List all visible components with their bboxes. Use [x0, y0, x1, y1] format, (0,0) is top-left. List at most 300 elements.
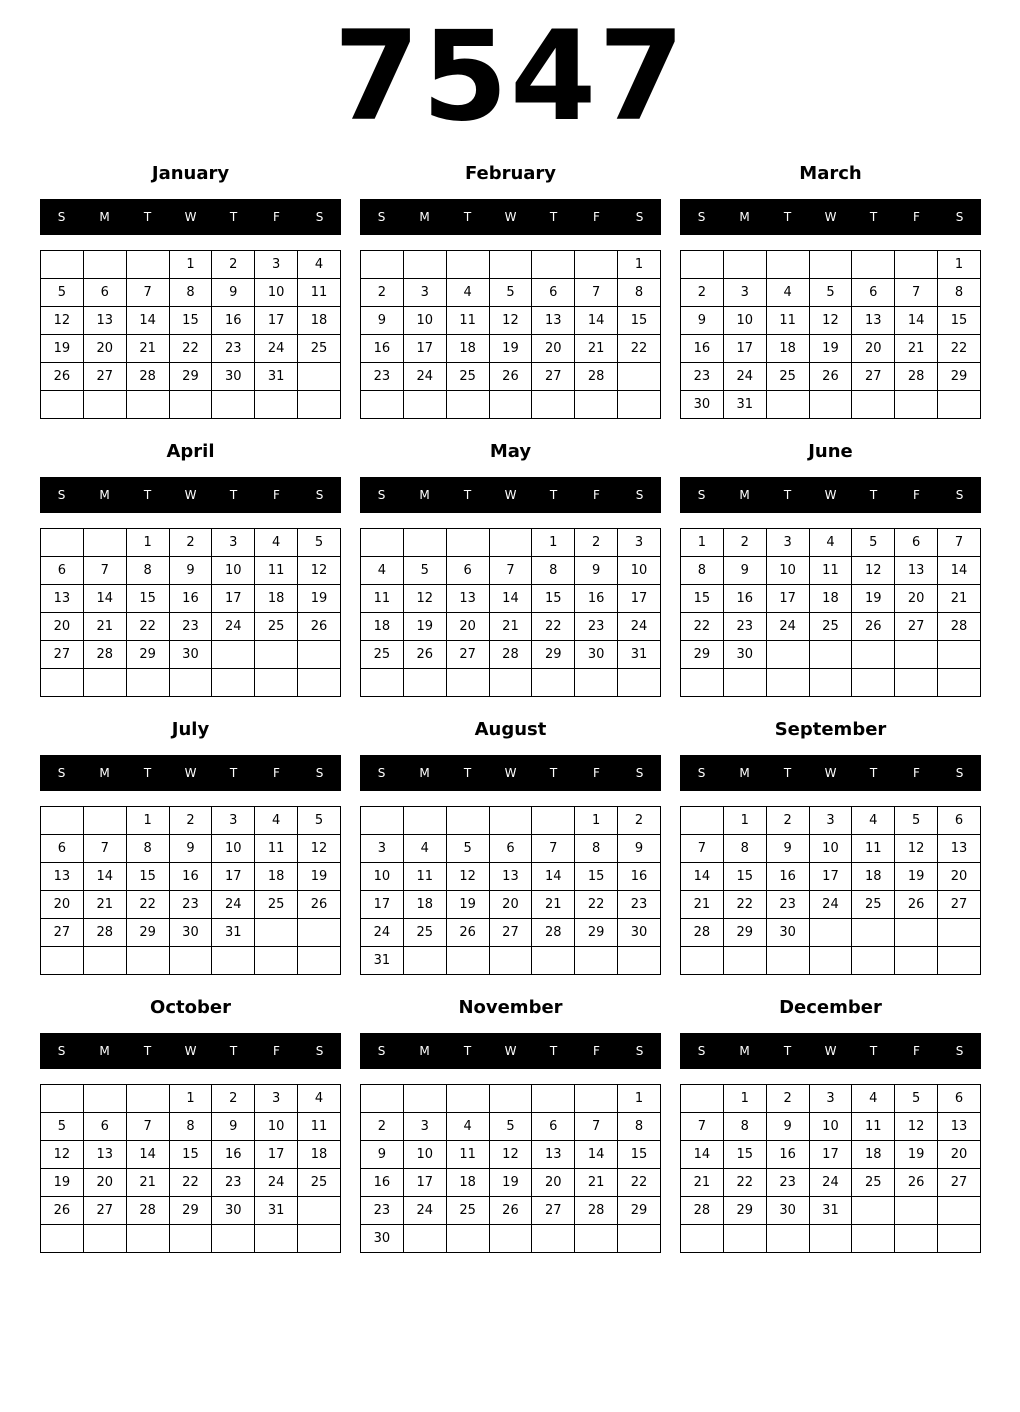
empty-day-cell — [446, 807, 489, 835]
month-title: January — [151, 163, 230, 184]
week-row — [41, 335, 341, 363]
empty-day-cell — [852, 391, 895, 419]
empty-day-cell — [169, 947, 212, 975]
day-cell: 29 — [126, 919, 169, 947]
empty-day-cell — [41, 529, 84, 557]
day-cell: 26 — [41, 1197, 84, 1225]
empty-day-cell — [403, 1085, 446, 1113]
day-cell: 13 — [532, 1141, 575, 1169]
day-cell: 8 — [169, 1113, 212, 1141]
day-cell: 25 — [809, 613, 852, 641]
weekday-label: F — [913, 766, 920, 780]
day-cell: 12 — [809, 307, 852, 335]
week-row — [681, 1113, 981, 1141]
week-row — [681, 641, 981, 669]
day-cell: 1 — [126, 529, 169, 557]
day-cell: 21 — [489, 613, 532, 641]
day-cell: 25 — [298, 335, 341, 363]
day-cell: 30 — [766, 1197, 809, 1225]
week-row — [681, 279, 981, 307]
week-row — [681, 1225, 981, 1253]
week-row — [361, 1197, 661, 1225]
empty-day-cell — [41, 391, 84, 419]
weekday-header-bar — [680, 1033, 981, 1069]
empty-day-cell — [895, 1197, 938, 1225]
day-cell: 24 — [809, 891, 852, 919]
day-cell: 15 — [723, 1141, 766, 1169]
empty-day-cell — [852, 669, 895, 697]
day-cell: 22 — [618, 335, 661, 363]
day-cell: 24 — [212, 891, 255, 919]
day-cell: 25 — [255, 891, 298, 919]
day-cell: 19 — [298, 863, 341, 891]
day-cell: 20 — [83, 1169, 126, 1197]
empty-day-cell — [532, 947, 575, 975]
empty-day-cell — [126, 251, 169, 279]
week-row — [41, 919, 341, 947]
empty-day-cell — [41, 669, 84, 697]
week-row — [361, 1141, 661, 1169]
weekday-label: F — [913, 1044, 920, 1058]
day-cell: 17 — [809, 863, 852, 891]
day-cell: 7 — [575, 1113, 618, 1141]
week-row — [41, 863, 341, 891]
empty-day-cell — [298, 641, 341, 669]
week-row — [361, 279, 661, 307]
day-cell: 20 — [895, 585, 938, 613]
weekday-label: W — [184, 210, 197, 224]
day-cell: 5 — [895, 1085, 938, 1113]
day-cell: 12 — [446, 863, 489, 891]
weekday-label: T — [869, 766, 878, 780]
day-cell: 28 — [575, 363, 618, 391]
day-cell: 19 — [489, 335, 532, 363]
weekday-label: T — [463, 488, 472, 502]
day-cell: 28 — [681, 919, 724, 947]
day-cell: 6 — [532, 1113, 575, 1141]
day-cell: 10 — [723, 307, 766, 335]
day-cell: 24 — [403, 1197, 446, 1225]
month-title: December — [779, 997, 882, 1018]
weekday-header-bar — [40, 1033, 341, 1069]
day-cell: 8 — [723, 835, 766, 863]
weekday-header-bar — [360, 1033, 661, 1069]
day-cell: 19 — [298, 585, 341, 613]
day-cell: 11 — [255, 835, 298, 863]
day-cell: 20 — [938, 1141, 981, 1169]
day-cell: 27 — [489, 919, 532, 947]
day-cell: 5 — [298, 529, 341, 557]
weekday-label: S — [635, 488, 644, 502]
empty-day-cell — [489, 251, 532, 279]
day-cell: 28 — [489, 641, 532, 669]
week-row — [361, 613, 661, 641]
day-cell: 20 — [938, 863, 981, 891]
day-cell: 16 — [169, 863, 212, 891]
day-cell: 12 — [489, 307, 532, 335]
day-grid — [40, 250, 341, 419]
day-cell: 30 — [723, 641, 766, 669]
day-grid — [40, 528, 341, 697]
empty-day-cell — [446, 947, 489, 975]
week-row — [681, 1141, 981, 1169]
empty-day-cell — [489, 1225, 532, 1253]
day-cell: 27 — [938, 1169, 981, 1197]
empty-day-cell — [895, 391, 938, 419]
day-cell: 25 — [852, 1169, 895, 1197]
day-cell: 28 — [895, 363, 938, 391]
week-row — [41, 1197, 341, 1225]
day-cell: 23 — [681, 363, 724, 391]
day-cell: 14 — [126, 1141, 169, 1169]
day-cell: 7 — [575, 279, 618, 307]
day-cell: 11 — [361, 585, 404, 613]
day-cell: 8 — [723, 1113, 766, 1141]
day-cell: 27 — [895, 613, 938, 641]
day-cell: 8 — [575, 835, 618, 863]
day-cell: 3 — [361, 835, 404, 863]
weekday-header-bar — [680, 755, 981, 791]
empty-day-cell — [403, 947, 446, 975]
weekday-label: M — [419, 488, 430, 502]
weekday-label: W — [504, 210, 517, 224]
day-cell: 27 — [83, 363, 126, 391]
day-cell: 15 — [575, 863, 618, 891]
week-row — [361, 585, 661, 613]
day-cell: 29 — [938, 363, 981, 391]
day-cell: 23 — [361, 363, 404, 391]
day-cell: 14 — [938, 557, 981, 585]
empty-day-cell — [681, 947, 724, 975]
day-cell: 6 — [895, 529, 938, 557]
day-cell: 4 — [255, 807, 298, 835]
day-cell: 9 — [212, 1113, 255, 1141]
empty-day-cell — [41, 947, 84, 975]
empty-day-cell — [852, 1197, 895, 1225]
week-row — [681, 835, 981, 863]
empty-day-cell — [575, 1085, 618, 1113]
week-row — [681, 947, 981, 975]
day-cell: 25 — [446, 363, 489, 391]
weekday-label: T — [869, 210, 878, 224]
week-row — [361, 557, 661, 585]
day-cell: 2 — [212, 251, 255, 279]
empty-day-cell — [809, 391, 852, 419]
weekday-header-bar — [360, 199, 661, 235]
empty-day-cell — [41, 1085, 84, 1113]
day-cell: 1 — [532, 529, 575, 557]
empty-day-cell — [361, 669, 404, 697]
empty-day-cell — [766, 1225, 809, 1253]
day-cell: 16 — [618, 863, 661, 891]
day-cell: 10 — [255, 1113, 298, 1141]
empty-day-cell — [895, 251, 938, 279]
day-cell: 3 — [618, 529, 661, 557]
empty-day-cell — [618, 669, 661, 697]
day-cell: 18 — [255, 585, 298, 613]
day-cell: 21 — [532, 891, 575, 919]
empty-day-cell — [618, 363, 661, 391]
day-cell: 28 — [575, 1197, 618, 1225]
day-cell: 7 — [83, 557, 126, 585]
weekday-label: T — [229, 488, 238, 502]
weekday-label: M — [739, 766, 750, 780]
day-cell: 17 — [361, 891, 404, 919]
day-cell: 12 — [852, 557, 895, 585]
day-cell: 29 — [532, 641, 575, 669]
day-cell: 4 — [298, 251, 341, 279]
week-row — [41, 1113, 341, 1141]
week-row — [41, 1169, 341, 1197]
day-cell: 8 — [532, 557, 575, 585]
day-cell: 19 — [489, 1169, 532, 1197]
day-cell: 19 — [809, 335, 852, 363]
week-row — [361, 1225, 661, 1253]
empty-day-cell — [938, 669, 981, 697]
day-grid — [360, 250, 661, 419]
month-title: September — [774, 719, 887, 740]
day-cell: 4 — [809, 529, 852, 557]
day-cell: 16 — [766, 1141, 809, 1169]
week-row — [41, 307, 341, 335]
day-cell: 20 — [41, 891, 84, 919]
day-cell: 9 — [723, 557, 766, 585]
day-cell: 27 — [83, 1197, 126, 1225]
weekday-label: M — [99, 488, 110, 502]
empty-day-cell — [895, 1225, 938, 1253]
empty-day-cell — [361, 1085, 404, 1113]
empty-day-cell — [938, 1225, 981, 1253]
empty-day-cell — [575, 669, 618, 697]
week-row — [361, 835, 661, 863]
empty-day-cell — [489, 529, 532, 557]
day-cell: 26 — [895, 1169, 938, 1197]
empty-day-cell — [766, 669, 809, 697]
empty-day-cell — [618, 947, 661, 975]
day-cell: 18 — [766, 335, 809, 363]
empty-day-cell — [255, 1225, 298, 1253]
weekday-label: M — [419, 1044, 430, 1058]
empty-day-cell — [446, 1085, 489, 1113]
day-cell: 9 — [169, 835, 212, 863]
empty-day-cell — [489, 807, 532, 835]
day-cell: 22 — [126, 891, 169, 919]
weekday-label: F — [593, 766, 600, 780]
day-cell: 24 — [212, 613, 255, 641]
day-cell: 26 — [41, 363, 84, 391]
weekday-label: S — [955, 210, 964, 224]
empty-day-cell — [41, 1225, 84, 1253]
day-cell: 4 — [298, 1085, 341, 1113]
empty-day-cell — [83, 1085, 126, 1113]
empty-day-cell — [169, 391, 212, 419]
day-cell: 27 — [938, 891, 981, 919]
day-cell: 13 — [41, 585, 84, 613]
week-row — [681, 1197, 981, 1225]
day-grid — [680, 1084, 981, 1253]
week-row — [681, 613, 981, 641]
day-cell: 18 — [403, 891, 446, 919]
day-cell: 2 — [723, 529, 766, 557]
day-cell: 10 — [403, 307, 446, 335]
week-row — [361, 363, 661, 391]
weekday-label: S — [635, 210, 644, 224]
empty-day-cell — [403, 807, 446, 835]
day-cell: 9 — [618, 835, 661, 863]
day-cell: 3 — [723, 279, 766, 307]
day-cell: 23 — [766, 891, 809, 919]
week-row — [41, 391, 341, 419]
day-cell: 1 — [938, 251, 981, 279]
day-cell: 17 — [212, 863, 255, 891]
empty-day-cell — [126, 669, 169, 697]
weekday-header-bar — [360, 755, 661, 791]
day-cell: 23 — [212, 335, 255, 363]
day-cell: 6 — [41, 835, 84, 863]
day-cell: 26 — [298, 891, 341, 919]
day-cell: 28 — [532, 919, 575, 947]
day-cell: 7 — [532, 835, 575, 863]
day-cell: 30 — [212, 363, 255, 391]
day-cell: 22 — [723, 891, 766, 919]
day-cell: 26 — [895, 891, 938, 919]
day-cell: 5 — [895, 807, 938, 835]
week-row — [361, 669, 661, 697]
day-cell: 6 — [532, 279, 575, 307]
day-cell: 10 — [809, 835, 852, 863]
weekday-label: S — [635, 1044, 644, 1058]
day-cell: 10 — [809, 1113, 852, 1141]
day-cell: 26 — [298, 613, 341, 641]
weekday-label: M — [419, 210, 430, 224]
empty-day-cell — [895, 947, 938, 975]
day-cell: 8 — [169, 279, 212, 307]
week-row — [41, 1141, 341, 1169]
day-cell: 31 — [809, 1197, 852, 1225]
week-row — [681, 1085, 981, 1113]
day-cell: 21 — [126, 335, 169, 363]
day-cell: 9 — [766, 835, 809, 863]
weekday-label: W — [184, 766, 197, 780]
weekday-label: T — [463, 210, 472, 224]
weekday-label: F — [593, 210, 600, 224]
empty-day-cell — [938, 391, 981, 419]
month-title: March — [799, 163, 862, 184]
empty-day-cell — [126, 1085, 169, 1113]
day-cell: 2 — [618, 807, 661, 835]
empty-day-cell — [212, 391, 255, 419]
day-cell: 21 — [895, 335, 938, 363]
day-cell: 16 — [212, 1141, 255, 1169]
empty-day-cell — [446, 529, 489, 557]
empty-day-cell — [298, 669, 341, 697]
day-cell: 15 — [126, 863, 169, 891]
day-cell: 23 — [169, 891, 212, 919]
week-row — [361, 529, 661, 557]
day-cell: 18 — [446, 1169, 489, 1197]
weekday-label: F — [593, 1044, 600, 1058]
day-cell: 17 — [618, 585, 661, 613]
day-cell: 7 — [681, 835, 724, 863]
day-cell: 27 — [41, 641, 84, 669]
empty-day-cell — [489, 1085, 532, 1113]
empty-day-cell — [681, 669, 724, 697]
day-cell: 7 — [895, 279, 938, 307]
day-cell: 17 — [403, 335, 446, 363]
day-cell: 8 — [618, 279, 661, 307]
day-cell: 6 — [489, 835, 532, 863]
day-cell: 20 — [446, 613, 489, 641]
empty-day-cell — [489, 669, 532, 697]
week-row — [681, 807, 981, 835]
empty-day-cell — [532, 807, 575, 835]
week-row — [681, 863, 981, 891]
day-cell: 14 — [681, 1141, 724, 1169]
day-cell: 29 — [169, 1197, 212, 1225]
day-cell: 2 — [169, 807, 212, 835]
weekday-label: M — [419, 766, 430, 780]
day-cell: 23 — [575, 613, 618, 641]
empty-day-cell — [852, 919, 895, 947]
week-row — [361, 807, 661, 835]
weekday-label: T — [549, 1044, 558, 1058]
day-cell: 7 — [83, 835, 126, 863]
empty-day-cell — [403, 669, 446, 697]
day-cell: 10 — [766, 557, 809, 585]
day-cell: 18 — [255, 863, 298, 891]
empty-day-cell — [938, 947, 981, 975]
empty-day-cell — [446, 391, 489, 419]
weekday-label: S — [955, 488, 964, 502]
day-cell: 6 — [446, 557, 489, 585]
day-cell: 21 — [681, 891, 724, 919]
day-cell: 31 — [618, 641, 661, 669]
empty-day-cell — [446, 251, 489, 279]
day-cell: 4 — [852, 1085, 895, 1113]
empty-day-cell — [212, 641, 255, 669]
day-cell: 14 — [895, 307, 938, 335]
week-row — [41, 1085, 341, 1113]
weekday-label: S — [57, 1044, 66, 1058]
empty-day-cell — [575, 391, 618, 419]
week-row — [361, 947, 661, 975]
day-cell: 4 — [403, 835, 446, 863]
week-row — [681, 891, 981, 919]
empty-day-cell — [446, 669, 489, 697]
day-cell: 13 — [938, 835, 981, 863]
day-cell: 18 — [852, 1141, 895, 1169]
day-cell: 14 — [489, 585, 532, 613]
empty-day-cell — [809, 947, 852, 975]
day-cell: 12 — [403, 585, 446, 613]
day-cell: 20 — [532, 1169, 575, 1197]
weekday-header-bar — [40, 477, 341, 513]
day-cell: 1 — [126, 807, 169, 835]
empty-day-cell — [938, 919, 981, 947]
empty-day-cell — [169, 1225, 212, 1253]
day-cell: 3 — [255, 251, 298, 279]
day-cell: 13 — [41, 863, 84, 891]
day-cell: 26 — [403, 641, 446, 669]
day-grid — [360, 1084, 661, 1253]
weekday-label: F — [273, 1044, 280, 1058]
weekday-label: S — [697, 766, 706, 780]
week-row — [361, 335, 661, 363]
day-cell: 13 — [83, 307, 126, 335]
day-cell: 8 — [618, 1113, 661, 1141]
day-cell: 9 — [766, 1113, 809, 1141]
day-cell: 18 — [298, 1141, 341, 1169]
